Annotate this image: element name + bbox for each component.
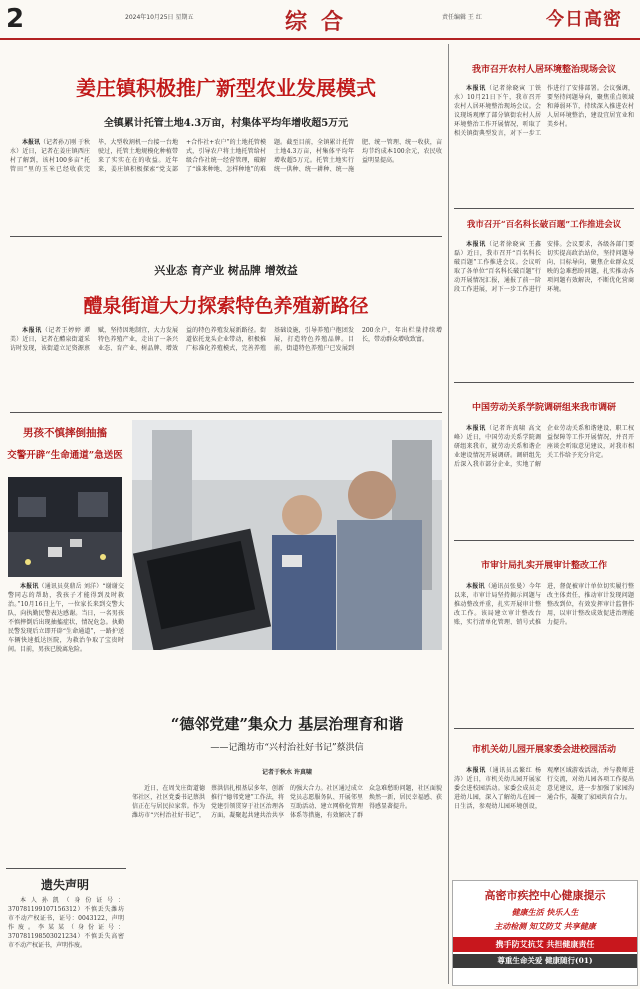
divider [10,236,442,237]
column-divider [448,44,449,984]
factory-photo [132,420,442,650]
side-headline: 我市召开“百名科长破百题”工作推进会议 [466,220,622,230]
promo-slogan: 健康生活 快乐人生 [511,907,579,917]
article-text: （记者王婷婷 谭美）近日，记者在醴泉街道采访时发现，该街道立足资源禀赋，坚持因地制宜，大力发展特色养殖产业，走出了一条兴业态、育产业、树品牌、增效益的特色养殖发展新路径。街道依托龙头企业带动，积极推广标准化养殖模式，完善养殖基础设施，引导养殖户抱团发展，打造特色养殖品牌。目前，街道特色养殖户已发展到200余户，年出栏量持续增长，带动群众增收致富。 [10,327,442,352]
article-headline: 男孩不慎摔倒抽搐 [23,427,107,439]
side-body [454,84,634,204]
factory-photo-graphic [132,420,442,650]
side-text: （记者徐晓寅 王鑫磊）近日，我市召开“百名科长破百题”工作推进会议。会议听取了各单位“百名科长破百题”行动开展情况汇报，通报了前一阶段工作进展，对下一步工作进行安排。会议要求，各级各部门要切实提高政治站位，坚持问题导向、目标导向，聚焦企业群众反映的急难愁盼问题，扎实推动各项问题有效解决，不断优化营商环境。 [454,241,634,293]
page-number: 2 [6,4,25,34]
article-kicker: 兴业态 育产业 树品牌 增效益 [154,264,298,277]
divider [454,382,634,383]
article-byline: 本报讯 [22,139,41,146]
side-text: （通讯员孟繁红 杨涛）近日，市机关幼儿园开展家委会进校园活动。家委会成员走进幼儿园，深入了解幼儿在园一日生活，参观幼儿园环境创设，观摩区域游戏活动，并与教师进行交流，对幼儿园各项工作提出意见建议，进一步加强了家园沟通合作，凝聚了家园共育合力。 [454,767,634,810]
article-subhead: ——记潍坊市“兴村治社好书记”蔡洪信 [210,743,364,753]
issue-date: 2024年10月25日 星期五 [125,14,194,21]
article-subhead: 全镇累计托管土地4.3万亩，村集体平均年增收超5万元 [103,118,349,129]
article-body [10,326,442,386]
divider [6,868,126,869]
side-byline: 本报讯 [466,583,485,590]
article-byline: 记者于秋水 许真啸 [261,769,313,776]
side-text: （记者徐晓寅 丁铁水）10月21日下午，我市召开农村人居环境整治现场会议。会议现场观摩了部分镇街农村人居环境整治工作开展情况，听取了相关镇街典型发言，对下一步工作进行了安排部署。会议强调，要坚持问题导向，聚焦重点领域和薄弱环节，持续深入推进农村人居环境整治，建设宜居宜业和美乡村。 [454,85,634,137]
side-headline: 中国劳动关系学院调研组来我市调研 [471,403,616,413]
article-text: （通讯员莫鼎岳 刘洋）“谢谢交警同志的帮助，我孩子才能得到及时救治。”10月16日上午，一位家长来到交警大队，向执勤民警表达感谢。当日，一名男孩不慎摔倒后出现抽搐症状，情况危急。执勤民警发现后立即开辟“生命通道”，一路护送车辆快速抵达医院，为救治争取了宝贵时间。目前，男孩已脱离危险。 [8,583,124,653]
notice-text: 本人孙凯（身份证号：370781199107156312）不慎丢失潍坊市不动产权证书，证号：0043122，声明作废。李某某（身份证号：370781198503021234）不慎丢失高密市不动产权证书，声明作废。 [8,897,124,949]
side-text: （通讯员张曼）今年以来，市审计局坚持揭示问题与推动整改并重，扎实开展审计整改工作。该局建立审计整改台账，实行清单化管理、销号式推进，督促被审计单位切实履行整改主体责任，推动审计发现问题整改到位，有效发挥审计监督作用，以审计整改成效促进治理能力提升。 [454,583,634,626]
health-promo-box [452,880,638,986]
side-byline: 本报讯 [466,85,486,92]
side-body [454,766,634,874]
street-photo-graphic [8,477,122,577]
article-text: 近日，在周戈庄街道德邻社区，社区党委书记蔡洪信正在与居民拉家常。作为潍坊市“兴村治社好书记”，蔡洪信扎根基层多年，创新推行“德邻党建”工作法，将党建引领贯穿于社区治理各方面，凝聚起共建共治共享的强大合力。社区通过成立党员志愿服务队、开展邻里互助活动、建立网格化管理体系等措施，有效解决了群众急难愁盼问题，社区面貌焕然一新，居民幸福感、获得感显著提升。 [132,785,442,819]
article-body [10,138,442,230]
promo-title: 高密市疾控中心健康提示 [484,889,606,902]
article-byline: 本报讯 [20,583,39,590]
side-headline: 我市召开农村人居环境整治现场会议 [471,65,616,75]
promo-band: 携手防艾抗艾 共担健康责任 [453,937,637,952]
article-headline: 姜庄镇积极推广新型农业发展模式 [76,76,376,100]
notice-body [8,896,124,984]
editor-credit: 责任编辑 王 红 [442,14,482,21]
photo-caption [134,654,440,680]
article-text: （记者孙万刚 于秋水）近日，记者在姜庄镇西庄村了解到，该村100多亩“托管田”里的玉米已经收获完毕，大型收割机一台接一台地驶过，托管土地规模化种植带来了实实在在的收益。近年来，姜庄镇积极探索“党支部+合作社+农户”的土地托管模式，引导农户将土地托管给村级合作社统一经营管理，破解了“谁来种地、怎样种地”的难题。截至目前，全镇累计托管土地4.3万亩，村集体平均年增收超5万元。托管土地实行统一供种、统一耕种、统一施肥、统一管理、统一收获，亩均节约成本100余元，农民收益明显提高。 [10,139,442,173]
side-headline: 市审计局扎实开展审计整改工作 [480,561,607,571]
section-title: 综合 [285,9,358,35]
side-body [454,240,634,376]
promo-band-footer: 尊重生命关爱 健康随行(01) [453,954,637,968]
divider [454,208,634,209]
side-body [454,582,634,722]
divider [10,412,442,413]
side-byline: 本报讯 [466,767,486,774]
article-body [132,784,442,982]
article-headline: “德邻党建”集众力 基层治理育和谐 [170,715,404,733]
side-byline: 本报讯 [466,241,486,248]
divider [454,728,634,729]
side-headline: 市机关幼儿园开展家委会进校园活动 [471,745,616,755]
newspaper-logo: 今日高密 [546,9,622,30]
side-body [454,424,634,534]
promo-slogan-2: 主动检测 知艾防艾 共享健康 [494,921,596,931]
side-byline: 本报讯 [466,425,486,432]
divider [454,540,634,541]
notice-headline: 遗失声明 [40,878,89,892]
article-headline: 醴泉街道大力探索特色养殖新路径 [83,295,369,317]
article-subhead: 交警开辟“生命通道”急送医 [7,450,123,461]
news-photo [8,477,122,577]
side-text: （记者许真啸 高文峰）近日，中国劳动关系学院调研组来我市，就劳动关系和谐企业建设情况开展调研。调研组先后深入我市部分企业，实地了解企业劳动关系和谐建设、职工权益保障等工作开展情况，并召开座谈会听取意见建议，对我市相关工作给予充分肯定。 [454,425,634,468]
article-body [8,582,124,874]
article-byline: 本报讯 [22,327,42,334]
